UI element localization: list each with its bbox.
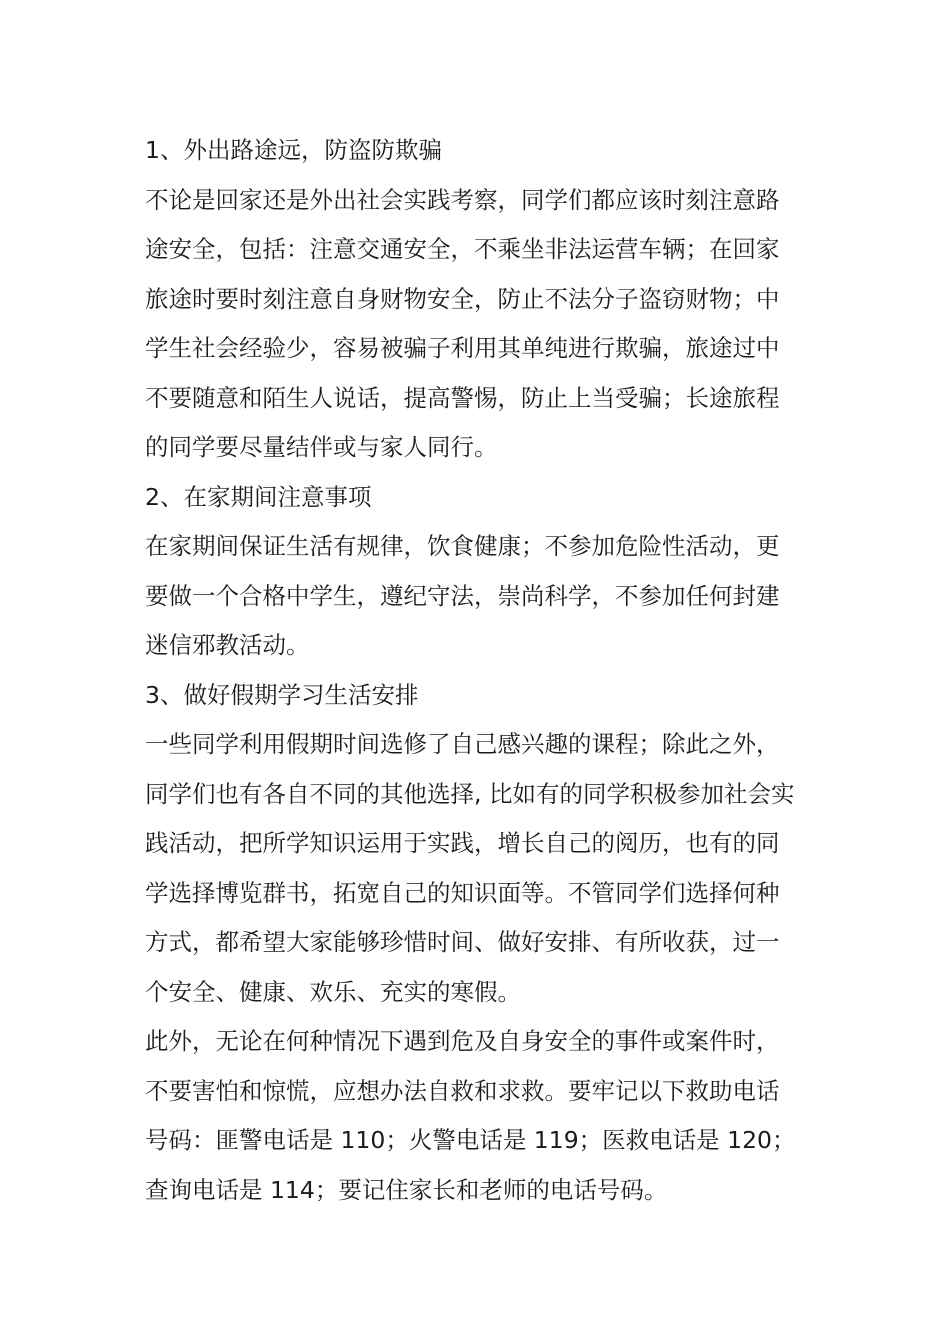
paragraph-line: 要做一个合格中学生，遵纪守法，崇尚科学，不参加任何封建 (145, 581, 780, 610)
paragraph-line: 途安全，包括：注意交通安全，不乘坐非法运营车辆；在回家 (145, 235, 780, 263)
paragraph-line: 的同学要尽量结伴或与家人同行。 (145, 433, 498, 461)
section-1 (145, 126, 817, 473)
paragraph-line: 方式，都希望大家能够珍惜时间、做好安排、有所收获，过一 (145, 928, 780, 956)
paragraph-line: 查询电话是 114；要记住家长和老师的电话号码。 (145, 1175, 668, 1204)
paragraph-line: 在家期间保证生活有规律，饮食健康；不参加危险性活动，更 (145, 532, 780, 560)
paragraph-line: 个安全、健康、欢乐、充实的寒假。 (145, 977, 521, 1006)
document-body (145, 126, 817, 1215)
paragraph-line: 迷信邪教活动。 (145, 631, 310, 659)
section-heading: 1、外出路途远，防盗防欺骗 (145, 136, 442, 164)
paragraph-line: 旅途时要时刻注意自身财物安全，防止不法分子盗窃财物；中 (145, 284, 780, 313)
paragraph-line: 此外，无论在何种情况下遇到危及自身安全的事件或案件时， (145, 1027, 780, 1055)
section-3 (145, 671, 817, 1018)
closing-paragraph (145, 1017, 817, 1215)
paragraph-line: 不论是回家还是外出社会实践考察，同学们都应该时刻注意路 (145, 185, 780, 214)
paragraph-line: 不要随意和陌生人说话，提高警惕，防止上当受骗；长途旅程 (145, 383, 780, 412)
paragraph-line: 号码：匪警电话是 110；火警电话是 119；医救电话是 120； (145, 1126, 796, 1154)
section-heading: 3、做好假期学习生活安排 (145, 680, 419, 709)
section-heading: 2、在家期间注意事项 (145, 482, 372, 511)
paragraph-line: 践活动，把所学知识运用于实践，增长自己的阅历，也有的同 (145, 829, 780, 857)
paragraph-line: 一些同学利用假期时间选修了自己感兴趣的课程；除此之外， (145, 730, 780, 758)
paragraph-line: 学选择博览群书，拓宽自己的知识面等。不管同学们选择何种 (145, 878, 780, 907)
paragraph-line: 学生社会经验少，容易被骗子利用其单纯进行欺骗，旅途过中 (145, 334, 780, 362)
paragraph-line: 同学们也有各自不同的其他选择, 比如有的同学积极参加社会实 (145, 779, 795, 808)
section-2 (145, 473, 817, 671)
paragraph-line: 不要害怕和惊慌，应想办法自救和求救。要牢记以下救助电话 (145, 1076, 780, 1105)
